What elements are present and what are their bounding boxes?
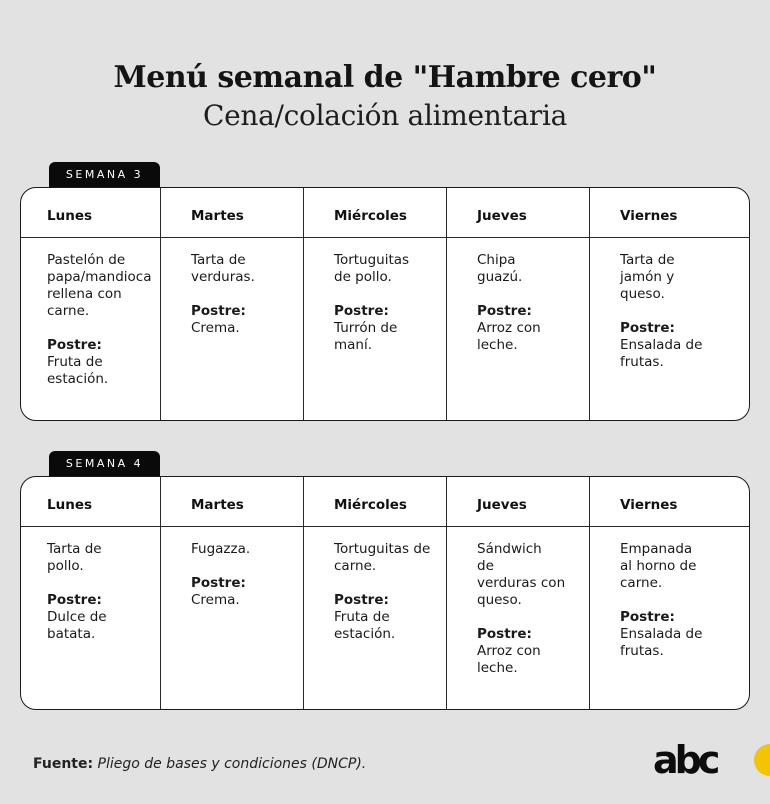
day-name: Miércoles [334,497,407,513]
source-text: Pliego de bases y condiciones (DNCP). [97,756,367,772]
day-name: Miércoles [334,208,407,224]
dish-text: Tarta de verduras. [191,252,255,285]
day-name: Martes [191,208,244,224]
page-title: Menú semanal de "Hambre cero" [113,60,657,95]
dessert-label: Postre: [334,303,389,319]
dessert-text: Fruta de estación. [47,354,109,387]
day-name: Jueves [477,497,527,513]
dish-text: Fugazza. [191,541,251,557]
menu-cell [191,252,255,337]
day-column [589,188,749,420]
week-tag-4: SEMANA 4 [49,451,160,477]
day-column [160,188,304,420]
menu-cell [334,541,430,643]
day-name: Lunes [47,497,93,513]
dish-text: Pastelón de papa/mandioca rellena con carne. [47,252,152,319]
dessert-label: Postre: [47,337,102,353]
day-name: Lunes [47,208,93,224]
dessert-text: Dulce de batata. [47,609,107,642]
menu-cell [477,541,565,677]
menu-cell [334,252,409,354]
dessert-text: Crema. [191,592,240,608]
dessert-text: Ensalada de frutas. [620,626,703,659]
menu-cell [620,541,702,660]
dessert-text: Arroz con leche. [477,643,541,676]
menu-table-week-3 [20,187,750,421]
dish-text: Tortuguitas de pollo. [334,252,410,285]
day-column [303,477,447,709]
day-name: Martes [191,497,244,513]
day-column [21,188,161,420]
day-column [21,477,161,709]
dish-text: Empanada al horno de carne. [620,541,697,591]
menu-cell [477,252,541,354]
dessert-text: Crema. [191,320,240,336]
dessert-label: Postre: [191,575,246,591]
dish-text: Tortuguitas de carne. [334,541,431,574]
dessert-text: Arroz con leche. [477,320,541,353]
abc-logo: abc [653,738,717,782]
menu-cell [47,252,152,388]
brand-dot-icon [754,744,770,776]
menu-cell [620,252,702,371]
source-label: Fuente: [33,756,94,772]
day-column [446,477,590,709]
dish-text: Sándwich de verduras con queso. [477,541,566,608]
menu-cell [191,541,250,609]
dessert-label: Postre: [620,609,675,625]
dessert-label: Postre: [191,303,246,319]
day-name: Jueves [477,208,527,224]
dish-text: Tarta de jamón y queso. [620,252,675,302]
dessert-text: Fruta de estación. [334,609,396,642]
dessert-label: Postre: [620,320,675,336]
source-note [33,756,366,772]
dessert-label: Postre: [477,626,532,642]
day-column [446,188,590,420]
dessert-label: Postre: [477,303,532,319]
dish-text: Chipa guazú. [477,252,523,285]
menu-table-week-4 [20,476,750,710]
dish-text: Tarta de pollo. [47,541,102,574]
week-tag-3: SEMANA 3 [49,162,160,188]
dessert-text: Ensalada de frutas. [620,337,703,370]
day-column [589,477,749,709]
dessert-label: Postre: [334,592,389,608]
menu-cell [47,541,107,643]
day-column [303,188,447,420]
day-column [160,477,304,709]
day-name: Viernes [620,497,678,513]
page-subtitle: Cena/colación alimentaria [202,99,567,132]
day-name: Viernes [620,208,678,224]
dessert-text: Turrón de maní. [334,320,398,353]
dessert-label: Postre: [47,592,102,608]
